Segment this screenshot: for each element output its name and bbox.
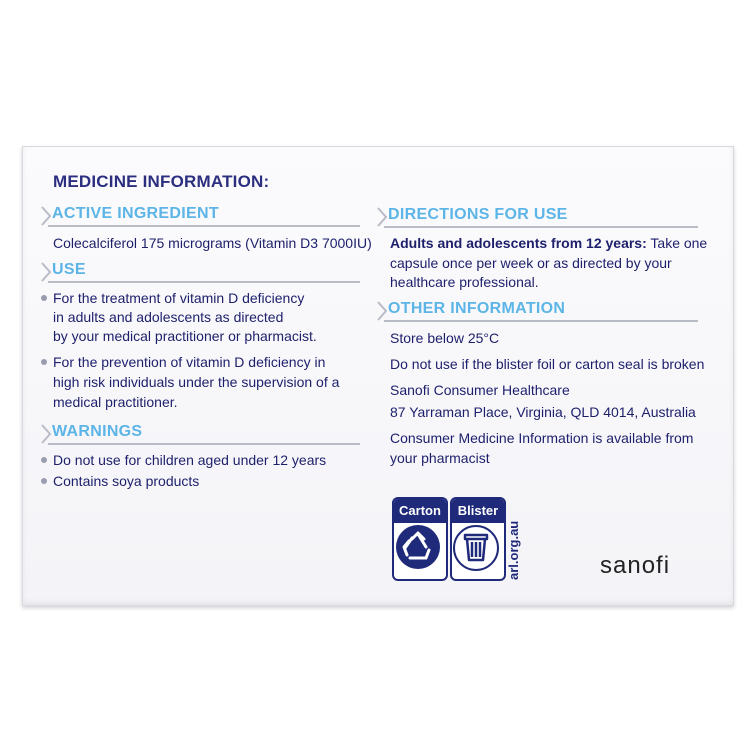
directions-line-2: capsule once per week or as directed by your (390, 255, 672, 271)
other-info-heading (376, 300, 698, 322)
bullet-icon (41, 295, 47, 301)
directions-bold-lead: Adults and adolescents from 12 years: (390, 235, 647, 251)
blister-label: Blister (452, 499, 504, 523)
blister-warning-text: Do not use if the blister foil or carton seal is broken (390, 356, 705, 372)
section-divider (48, 281, 360, 283)
warnings-label: WARNINGS (52, 423, 143, 440)
warning-item: Do not use for children aged under 12 years (53, 452, 327, 468)
blister-recycle-badge (450, 497, 506, 581)
storage-text: Store below 25°C (390, 330, 500, 346)
active-ingredient-text: Colecalciferol 175 micrograms (Vitamin D3 7000IU) (53, 235, 372, 251)
directions-line-1 (390, 234, 707, 253)
page-title: MEDICINE INFORMATION: (53, 172, 270, 191)
company-address: 87 Yarraman Place, Virginia, QLD 4014, Australia (390, 404, 696, 420)
use-item-2-line-1: For the prevention of vitamin D deficiency in (53, 354, 326, 370)
directions-heading (376, 206, 698, 228)
section-divider (384, 226, 698, 228)
use-item-2-line-3: medical practitioner. (53, 394, 178, 410)
use-item-1-line-2: in adults and adolescents as directed (53, 309, 284, 325)
directions-line-1-rest: Take one (646, 235, 708, 251)
active-ingredient-label: ACTIVE INGREDIENT (52, 205, 219, 222)
section-divider (384, 320, 698, 322)
brand-logo: sanofi (600, 552, 671, 579)
active-ingredient-heading (40, 205, 360, 227)
recycle-icon (396, 525, 440, 569)
section-divider (48, 225, 360, 227)
section-divider (48, 443, 360, 445)
trash-bin-icon (454, 525, 498, 569)
recycling-website: arl.org.au (506, 520, 521, 580)
bullet-icon (41, 359, 47, 365)
warning-item: Contains soya products (53, 473, 200, 489)
directions-label: DIRECTIONS FOR USE (388, 206, 568, 223)
directions-line-3: healthcare professional. (390, 274, 539, 290)
warnings-heading (40, 423, 360, 445)
carton-recycle-badge (392, 497, 448, 581)
carton-label: Carton (394, 499, 446, 523)
use-item-1-line-1: For the treatment of vitamin D deficiency (53, 290, 305, 306)
bullet-icon (41, 478, 47, 484)
use-item-1-line-3: by your medical practitioner or pharmacist. (53, 328, 317, 344)
cmi-line-2: your pharmacist (390, 450, 490, 466)
cmi-line-1: Consumer Medicine Information is available from (390, 430, 694, 446)
bullet-icon (41, 457, 47, 463)
company-name: Sanofi Consumer Healthcare (390, 382, 570, 398)
use-item-2-line-2: high risk individuals under the supervision of a (53, 374, 340, 390)
use-label: USE (52, 261, 86, 278)
use-heading (40, 261, 360, 283)
other-info-label: OTHER INFORMATION (388, 300, 566, 317)
